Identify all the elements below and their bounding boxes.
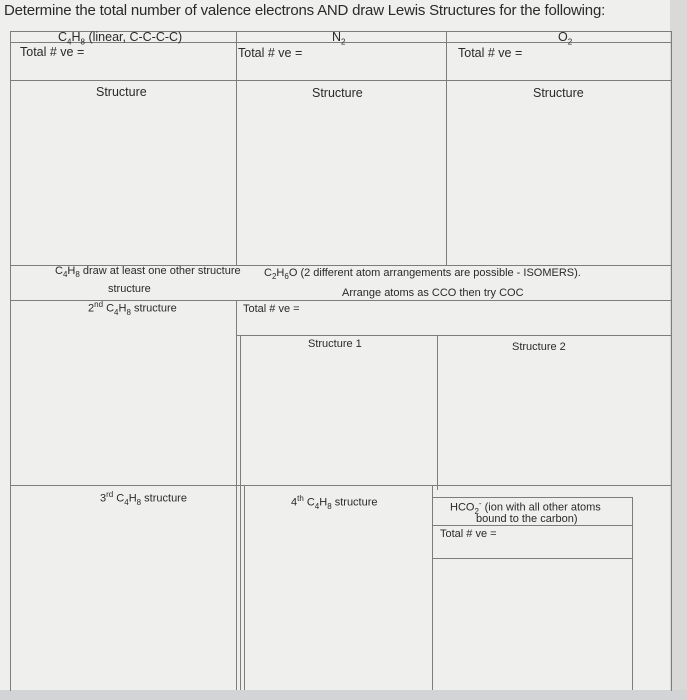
grid-line	[632, 497, 633, 690]
total-ve-c4h8: Total # ve =	[20, 45, 85, 59]
structure-label-o2: Structure	[533, 86, 584, 100]
total-ve-n2: Total # ve =	[238, 46, 303, 60]
c4h8-other-heading: $C_4H_8$ draw at least one other structure	[55, 265, 241, 280]
grid-line	[236, 300, 237, 690]
c4h8-structure-word: structure	[108, 283, 151, 295]
worksheet-title: Determine the total number of valence electrons AND draw Lewis Structures for the following:	[4, 2, 606, 19]
grid-line	[446, 31, 447, 266]
grid-line	[671, 31, 672, 691]
grid-line	[432, 525, 632, 526]
c2h6o-hint: Arrange atoms as CCO then try COC	[342, 287, 524, 299]
page-edge-shadow	[670, 0, 687, 700]
grid-line	[432, 558, 632, 559]
total-ve-c2h6o: Total # ve =	[243, 303, 300, 315]
grid-line	[244, 485, 245, 690]
grid-line	[10, 31, 11, 691]
hco2-subheading: bound to the carbon)	[476, 513, 578, 525]
bottom-strip	[0, 690, 687, 700]
o2-heading: $O_2$	[558, 30, 573, 47]
structure-label-c4h8: Structure	[96, 85, 147, 99]
c2h6o-heading: $C_2H_6O$ (2 different atom arrangements are possible - ISOMERS).	[264, 267, 581, 282]
structure-2-label: Structure 2	[512, 341, 566, 353]
grid-line	[236, 335, 672, 336]
grid-line	[240, 335, 241, 690]
c4h8-linear-heading: $C_4H_8$ (linear, C-C-C-C)	[58, 30, 183, 47]
structure-1-label: Structure 1	[308, 338, 362, 350]
grid-line	[432, 485, 433, 690]
c4h8-third-structure: 3rd $C_4H_8$ structure	[100, 490, 187, 507]
grid-line	[437, 335, 438, 490]
total-ve-o2: Total # ve =	[458, 46, 523, 60]
n2-heading: $N_2$	[332, 30, 346, 47]
c4h8-second-structure: 2nd $C_4H_8$ structure	[88, 300, 177, 317]
grid-line	[10, 80, 672, 81]
structure-label-n2: Structure	[312, 86, 363, 100]
hco2-heading: $HCO_2^-$ (ion with all other atoms	[450, 499, 601, 516]
grid-line	[236, 31, 237, 266]
c4h8-fourth-structure: 4th $C_4H_8$ structure	[291, 494, 378, 511]
total-ve-hco2: Total # ve =	[440, 528, 497, 540]
grid-line	[432, 497, 632, 498]
grid-line	[10, 485, 672, 486]
